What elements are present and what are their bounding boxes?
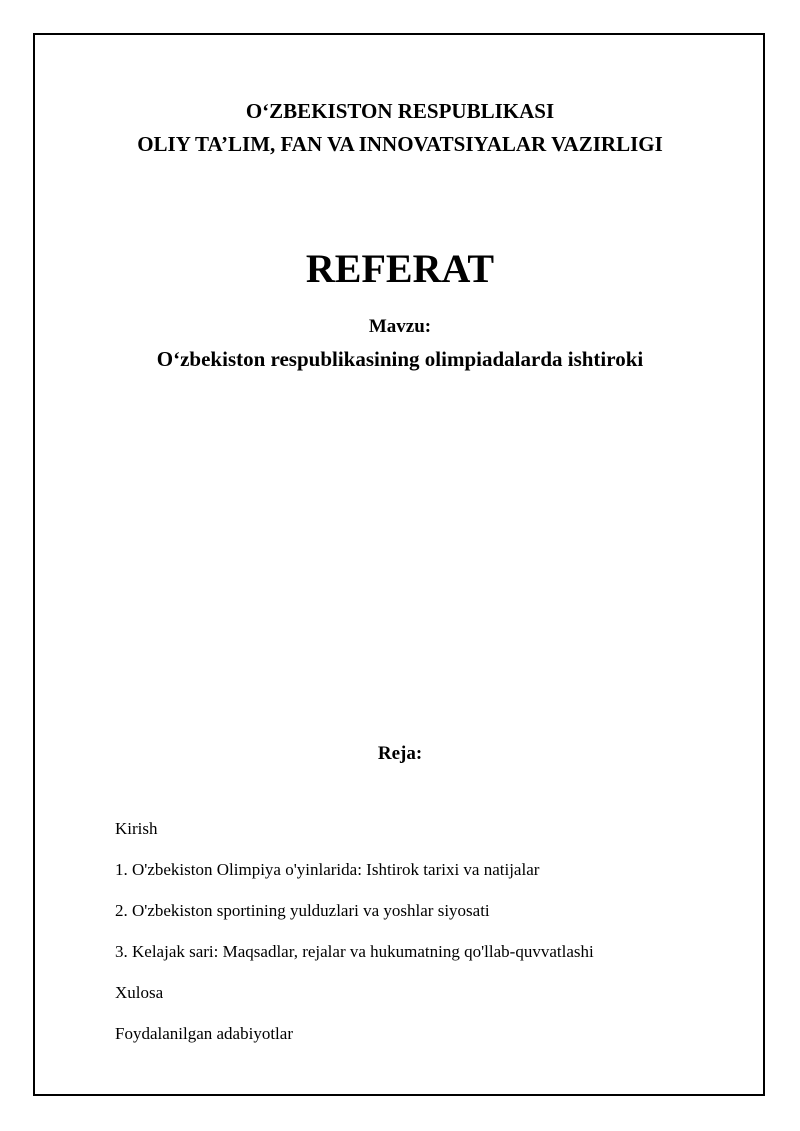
plan-item-references: Foydalanilgan adabiyotlar <box>115 1024 293 1043</box>
document-title: REFERAT <box>305 246 495 291</box>
plan-item-conclusion: Xulosa <box>115 983 164 1002</box>
topic-label: Mavzu: <box>368 316 432 337</box>
ministry-country-heading: O‘ZBEKISTON RESPUBLIKASI <box>245 99 555 123</box>
plan-list <box>115 817 594 1063</box>
topic-text: O‘zbekiston respublikasining olimpiadalarda ishtiroki <box>156 347 644 371</box>
ministry-name-heading: OLIY TA’LIM, FAN VA INNOVATSIYALAR VAZIRLIGI <box>137 132 663 156</box>
plan-item-1: 1. O'zbekiston Olimpiya o'yinlarida: Ishtirok tarixi va natijalar <box>115 860 540 879</box>
plan-item-introduction: Kirish <box>115 819 158 838</box>
plan-item-3: 3. Kelajak sari: Maqsadlar, rejalar va hukumatning qo'llab-quvvatlashi <box>115 942 594 961</box>
plan-item-2: 2. O'zbekiston sportining yulduzlari va yoshlar siyosati <box>115 901 490 920</box>
plan-heading: Reja: <box>377 743 423 764</box>
